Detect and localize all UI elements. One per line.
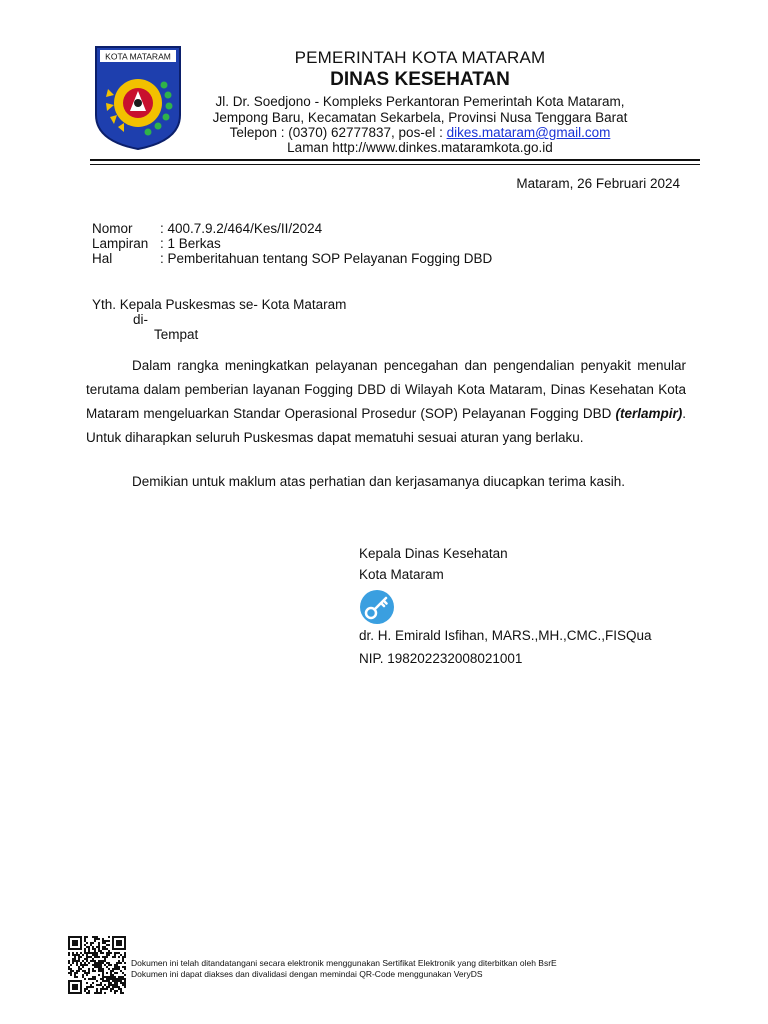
address-line-1: Jl. Dr. Soedjono - Kompleks Perkantoran Pemerintah Kota Mataram, xyxy=(215,94,625,109)
signatory-nip: NIP. 198202232008021001 xyxy=(359,651,523,666)
meta-label-number: Nomor xyxy=(92,221,133,236)
meta-value-number: : 400.7.9.2/464/Kes/II/2024 xyxy=(160,221,323,236)
recipient-di: di- xyxy=(133,312,149,327)
city-logo xyxy=(94,45,182,151)
header-rule-thick xyxy=(90,159,700,161)
recipient-place: Tempat xyxy=(154,327,199,342)
phone-text: Telepon : (0370) 62777837, pos-el : xyxy=(229,125,447,140)
qr-code xyxy=(68,936,126,994)
body-text-2: . Untuk diharapkan seluruh Puskesmas dapat mematuhi sesuai aturan yang berlaku. xyxy=(86,406,686,445)
body-text-1: Dalam rangka meningkatkan pelayanan pencegahan dan pengendalian penyakit menular terutama dalam pemberian layanan Fogging DBD di Wilayah Kota Mataram, Dinas Kesehatan Kota Mataram mengeluarkan Standar Operasional Prosedur (SOP) Pelayanan Fogging DBD xyxy=(86,358,686,421)
meta-label-subject: Hal xyxy=(92,251,113,266)
electronic-signature-key-icon xyxy=(359,589,395,625)
letter-date: Mataram, 26 Februari 2024 xyxy=(516,176,680,191)
meta-value-attachment: : 1 Berkas xyxy=(160,236,221,251)
body-emphasis: (terlampir) xyxy=(615,406,683,421)
closing-sentence: Demikian untuk maklum atas perhatian dan kerjasamanya diucapkan terima kasih. xyxy=(132,474,626,489)
email-link[interactable]: dikes.mataram@gmail.com xyxy=(446,125,611,140)
website-line: Laman http://www.dinkes.mataramkota.go.id xyxy=(287,140,553,155)
body-paragraph xyxy=(86,354,686,450)
letter-body xyxy=(86,354,686,450)
signatory-office: Kota Mataram xyxy=(359,567,444,582)
logo-caption: KOTA MATARAM xyxy=(105,51,171,62)
footer-note-2: Dokumen ini dapat diakses dan divalidasi dengan memindai QR-Code menggunakan VeryDS xyxy=(131,969,483,979)
contact-line xyxy=(190,125,650,141)
footer-note-1: Dokumen ini telah ditandatangani secara elektronik menggunakan Sertifikat Elektronik yang diterbitkan oleh BsrE xyxy=(131,958,557,968)
recipient: Yth. Kepala Puskesmas se- Kota Mataram xyxy=(92,297,347,312)
meta-value-subject: : Pemberitahuan tentang SOP Pelayanan Fogging DBD xyxy=(160,251,493,266)
header-rule-thin xyxy=(90,164,700,165)
department-title: DINAS KESEHATAN xyxy=(330,69,510,90)
government-title: PEMERINTAH KOTA MATARAM xyxy=(294,48,546,67)
signatory-title: Kepala Dinas Kesehatan xyxy=(359,546,508,561)
meta-label-attachment: Lampiran xyxy=(92,236,149,251)
address-line-2: Jempong Baru, Kecamatan Sekarbela, Provinsi Nusa Tenggara Barat xyxy=(212,110,628,125)
signatory-name: dr. H. Emirald Isfihan, MARS.,MH.,CMC.,FISQua xyxy=(359,628,652,643)
